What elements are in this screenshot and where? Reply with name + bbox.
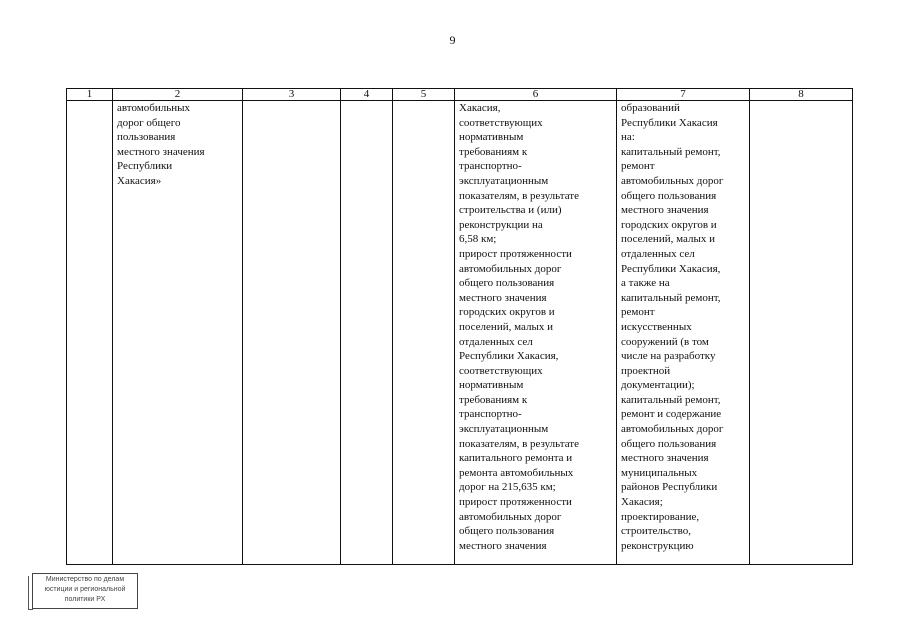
cell-col-4 xyxy=(341,101,393,565)
column-header-6: 6 xyxy=(455,89,617,101)
column-header-2: 2 xyxy=(113,89,243,101)
cell-col-5 xyxy=(393,101,455,565)
column-header-7: 7 xyxy=(617,89,750,101)
cell-col-2: автомобильных дорог общего пользования местного значения Республики Хакасия» xyxy=(113,101,243,565)
column-header-8: 8 xyxy=(750,89,853,101)
cell-col-7: образований Республики Хакасия на: капитальный ремонт, ремонт автомобильных дорог общего пользования местного значения городских округов и поселений, малых и отдаленных сел Республики Хакасия, а также на капитальный ремонт, ремонт искусственных сооружений (в том числе на разработку проектной документации); капитальный ремонт, ремонт и содержание автомобильных дорог общего пользования местного значения муниципальных районов Республики Хакасия; проектирование, строительство, реконструкцию xyxy=(617,101,750,565)
cell-col-1 xyxy=(67,101,113,565)
column-header-1: 1 xyxy=(67,89,113,101)
ministry-stamp: Министерство по делам юстиции и региональной политики РХ xyxy=(32,573,138,609)
cell-col-8 xyxy=(750,101,853,565)
table-row xyxy=(67,101,853,565)
document-table xyxy=(66,88,853,565)
cell-col-3 xyxy=(243,101,341,565)
page-number: 9 xyxy=(449,33,456,47)
column-header-3: 3 xyxy=(243,89,341,101)
table-header-row xyxy=(67,89,853,101)
column-header-5: 5 xyxy=(393,89,455,101)
column-header-4: 4 xyxy=(341,89,393,101)
cell-col-6: Хакасия, соответствующих нормативным требованиям к транспортно- эксплуатационным показателям, в результате строительства и (или) реконструкции на 6,58 км; прирост протяженности автомобильных дорог общего пользования местного значения городских округов и поселений, малых и отдаленных сел Республики Хакасия, соответствующих нормативным требованиям к транспортно- эксплуатационным показателям, в результате капитального ремонта и ремонта автомобильных дорог на 215,635 км; прирост протяженности автомобильных дорог общего пользования местного значения xyxy=(455,101,617,565)
